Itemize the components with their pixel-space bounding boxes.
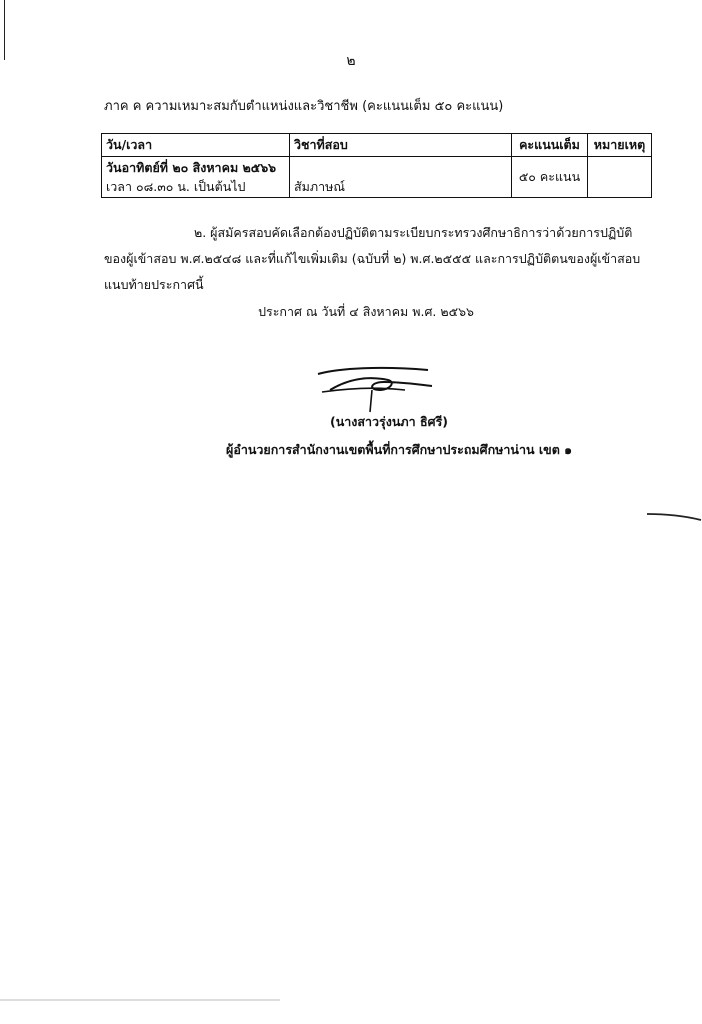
announcement-date: ประกาศ ณ วันที่ ๔ สิงหาคม พ.ศ. ๒๕๖๖ [258, 304, 474, 319]
regulation-paragraph: ๒. ผู้สมัครสอบคัดเลือกต้องปฏิบัติตามระเบียบกระทรวงศึกษาธิการว่าด้วยการปฏิบัติของผู้เข้าสอบ พ.ศ.๒๕๔๘ และที่แก้ไขเพิ่มเติม (ฉบับที่ ๒) พ.ศ.๒๕๕๕ และการปฏิบัติตนของผู้เข้าสอบแนบท้ายประกาศนี้ [104, 225, 641, 292]
signer-name: (นางสาวรุ่งนภา ธิศรี) [330, 414, 449, 429]
signer-title: ผู้อำนวยการสำนักงานเขตพื้นที่การศึกษาประถมศึกษาน่าน เขต ๑ [226, 442, 573, 457]
header-date-time: วัน/เวลา [102, 134, 290, 157]
scan-mark-line [645, 508, 702, 524]
exam-score: ๕๐ คะแนน [518, 169, 581, 184]
table-header-row [102, 134, 652, 157]
header-subject: วิชาที่สอบ [290, 134, 512, 157]
cell-date-time [102, 157, 290, 198]
exam-subject: สัมภาษณ์ [294, 179, 345, 194]
header-full-score: คะแนนเต็ม [512, 134, 588, 157]
section-title: ภาค ค ความเหมาะสมกับตำแหน่งและวิชาชีพ (คะแนนเต็ม ๕๐ คะแนน) [104, 99, 504, 114]
signature-image [310, 360, 440, 415]
exam-time: เวลา ๐๘.๓๐ น. เป็นต้นไป [106, 179, 246, 194]
scan-bottom-line [0, 995, 702, 1005]
table-row [102, 157, 652, 198]
page-number: ๒ [346, 53, 356, 69]
cell-remark [588, 157, 652, 198]
exam-date: วันอาทิตย์ที่ ๒๐ สิงหาคม ๒๕๖๖ [106, 160, 277, 175]
header-remark: หมายเหตุ [588, 134, 652, 157]
cell-score [512, 157, 588, 198]
exam-schedule-table [101, 133, 652, 198]
cell-subject [290, 157, 512, 198]
